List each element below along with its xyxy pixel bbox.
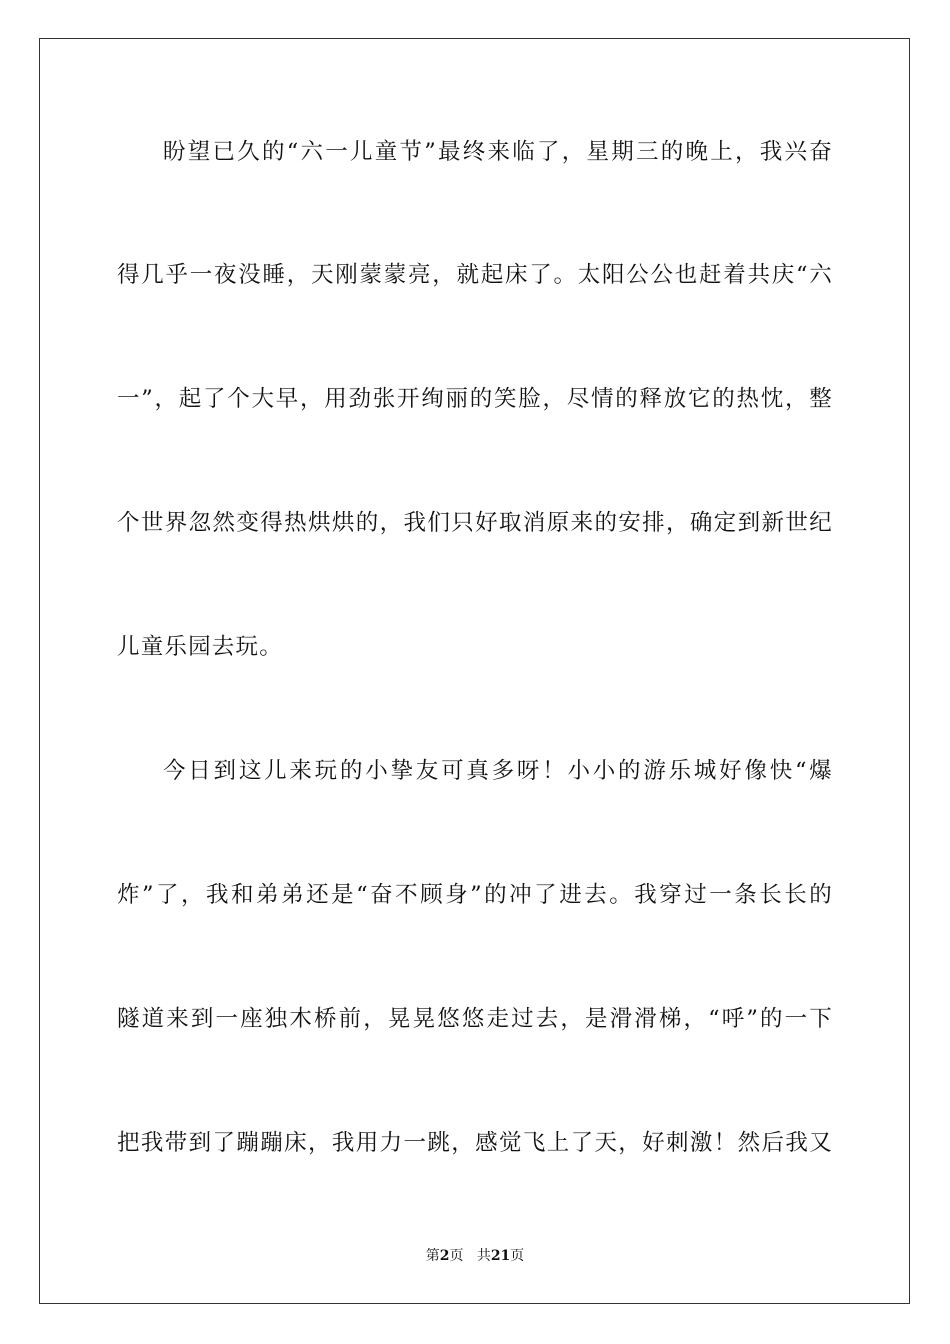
footer-page-suffix: 页 <box>449 1248 464 1264</box>
paragraph-2-line-2: 炸”了，我和弟弟还是“奋不顾身”的冲了进去。我穿过一条长长的 <box>117 882 833 908</box>
footer-page-prefix: 第 <box>425 1248 440 1264</box>
paragraph-2-line-1: 今日到这儿来玩的小挚友可真多呀！小小的游乐城好像快“爆 <box>163 758 833 784</box>
footer-total-prefix: 共 <box>476 1248 491 1264</box>
paragraph-2-line-3: 隧道来到一座独木桥前，晃晃悠悠走过去，是滑滑梯，“呼”的一下 <box>117 1006 833 1032</box>
paragraph-1-line-4: 个世界忽然变得热烘烘的，我们只好取消原来的安排，确定到新世纪 <box>117 510 833 536</box>
page-frame <box>39 38 910 1304</box>
footer-total-pages: 21 <box>490 1248 511 1264</box>
paragraph-2-line-4: 把我带到了蹦蹦床，我用力一跳，感觉飞上了天，好刺激！然后我又 <box>117 1130 833 1156</box>
paragraph-1-line-1: 盼望已久的“六一儿童节”最终来临了，星期三的晚上，我兴奋 <box>163 139 833 165</box>
paragraph-1-line-2: 得几乎一夜没睡，天刚蒙蒙亮，就起床了。太阳公公也赶着共庆“六 <box>117 262 833 288</box>
page-footer <box>0 1246 950 1266</box>
footer-page-number: 2 <box>439 1248 450 1264</box>
footer-total-suffix: 页 <box>510 1248 525 1264</box>
paragraph-1-line-5: 儿童乐园去玩。 <box>117 634 283 660</box>
paragraph-1-line-3: 一”，起了个大早，用劲张开绚丽的笑脸，尽情的释放它的热忱，整 <box>117 386 833 412</box>
